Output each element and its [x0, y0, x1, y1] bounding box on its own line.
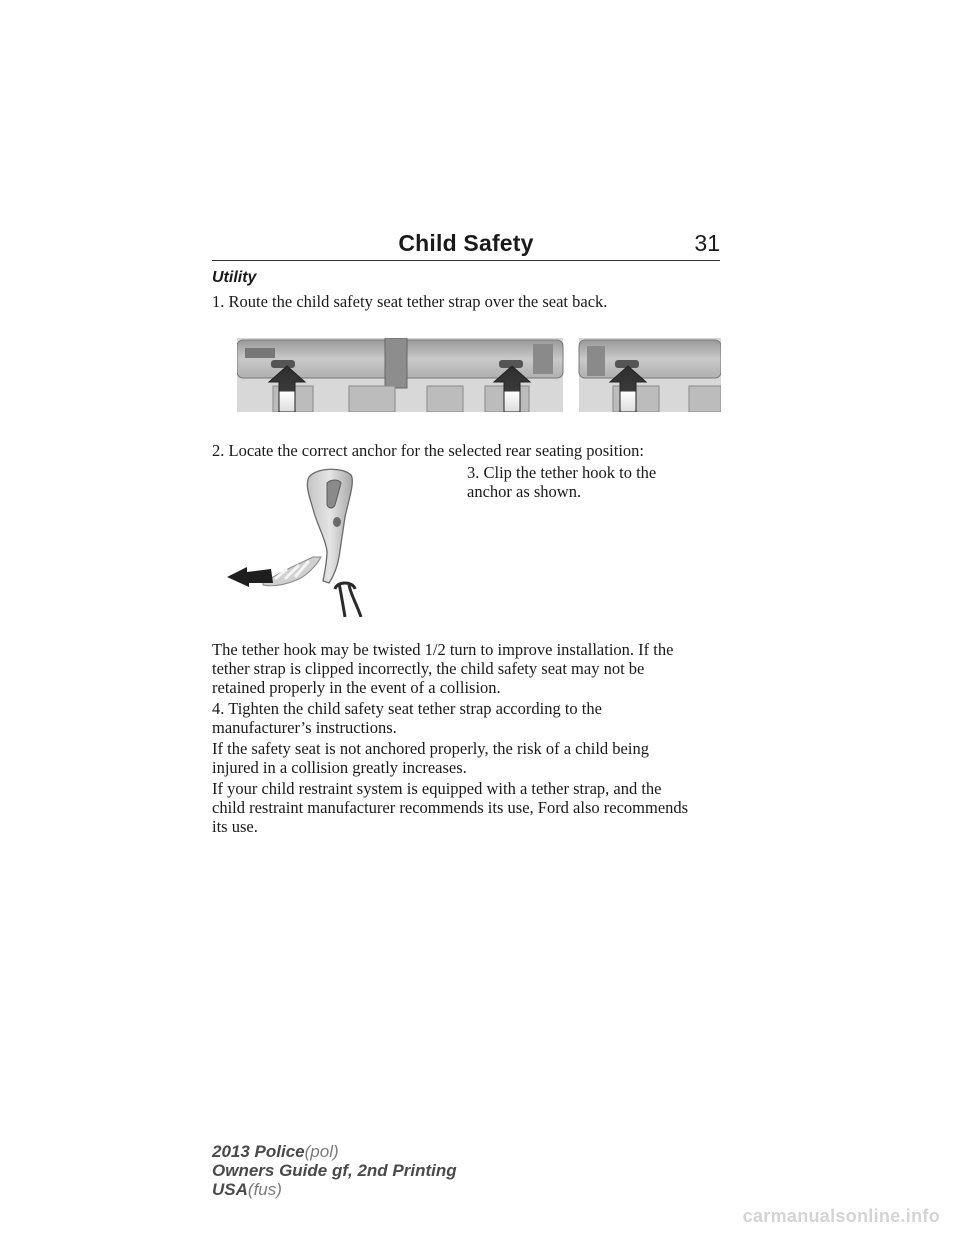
- body-text: injured in a collision greatly increases.: [212, 758, 467, 777]
- step-3-line-2: anchor as shown.: [467, 482, 582, 501]
- footer-model: 2013 Police: [212, 1142, 305, 1161]
- watermark: carmanualsonline.info: [742, 1206, 940, 1226]
- page-title: Child Safety: [398, 230, 534, 256]
- tether-hook-illustration: [225, 465, 400, 617]
- footer-region: USA: [212, 1180, 248, 1199]
- body-text: child restraint manufacturer recommends its use, Ford also recommends: [212, 798, 689, 817]
- body-text: If your child restraint system is equipped with a tether strap, and the: [212, 779, 662, 798]
- step-4: [212, 699, 732, 737]
- print-footer: [212, 1142, 457, 1199]
- body-text: 4. Tighten the child safety seat tether strap according to the: [212, 699, 602, 718]
- page-number: 31: [694, 230, 720, 256]
- footer-region-code: (fus): [247, 1180, 282, 1199]
- seat-back-anchor-illustration: [237, 338, 721, 412]
- step-3: [467, 463, 727, 501]
- body-paragraph-3: [212, 739, 732, 777]
- section-subheading: Utility: [212, 269, 257, 286]
- footer-model-code: (pol): [304, 1142, 339, 1161]
- step-2: 2. Locate the correct anchor for the selected rear seating position:: [212, 441, 645, 460]
- body-paragraph-1: [212, 640, 732, 697]
- body-paragraph-4: [212, 779, 732, 836]
- body-text: The tether hook may be twisted 1/2 turn to improve installation. If the: [212, 640, 674, 659]
- body-text: retained properly in the event of a collision.: [212, 678, 501, 697]
- body-text: its use.: [212, 817, 258, 836]
- footer-guide: Owners Guide gf, 2nd Printing: [212, 1161, 457, 1180]
- step-3-line-1: 3. Clip the tether hook to the: [467, 463, 657, 482]
- step-1: 1. Route the child safety seat tether strap over the seat back.: [212, 292, 608, 311]
- body-text: manufacturer’s instructions.: [212, 718, 397, 737]
- body-text: If the safety seat is not anchored properly, the risk of a child being: [212, 739, 649, 758]
- page-header: [212, 228, 720, 261]
- body-text: tether strap is clipped incorrectly, the child safety seat may not be: [212, 659, 645, 678]
